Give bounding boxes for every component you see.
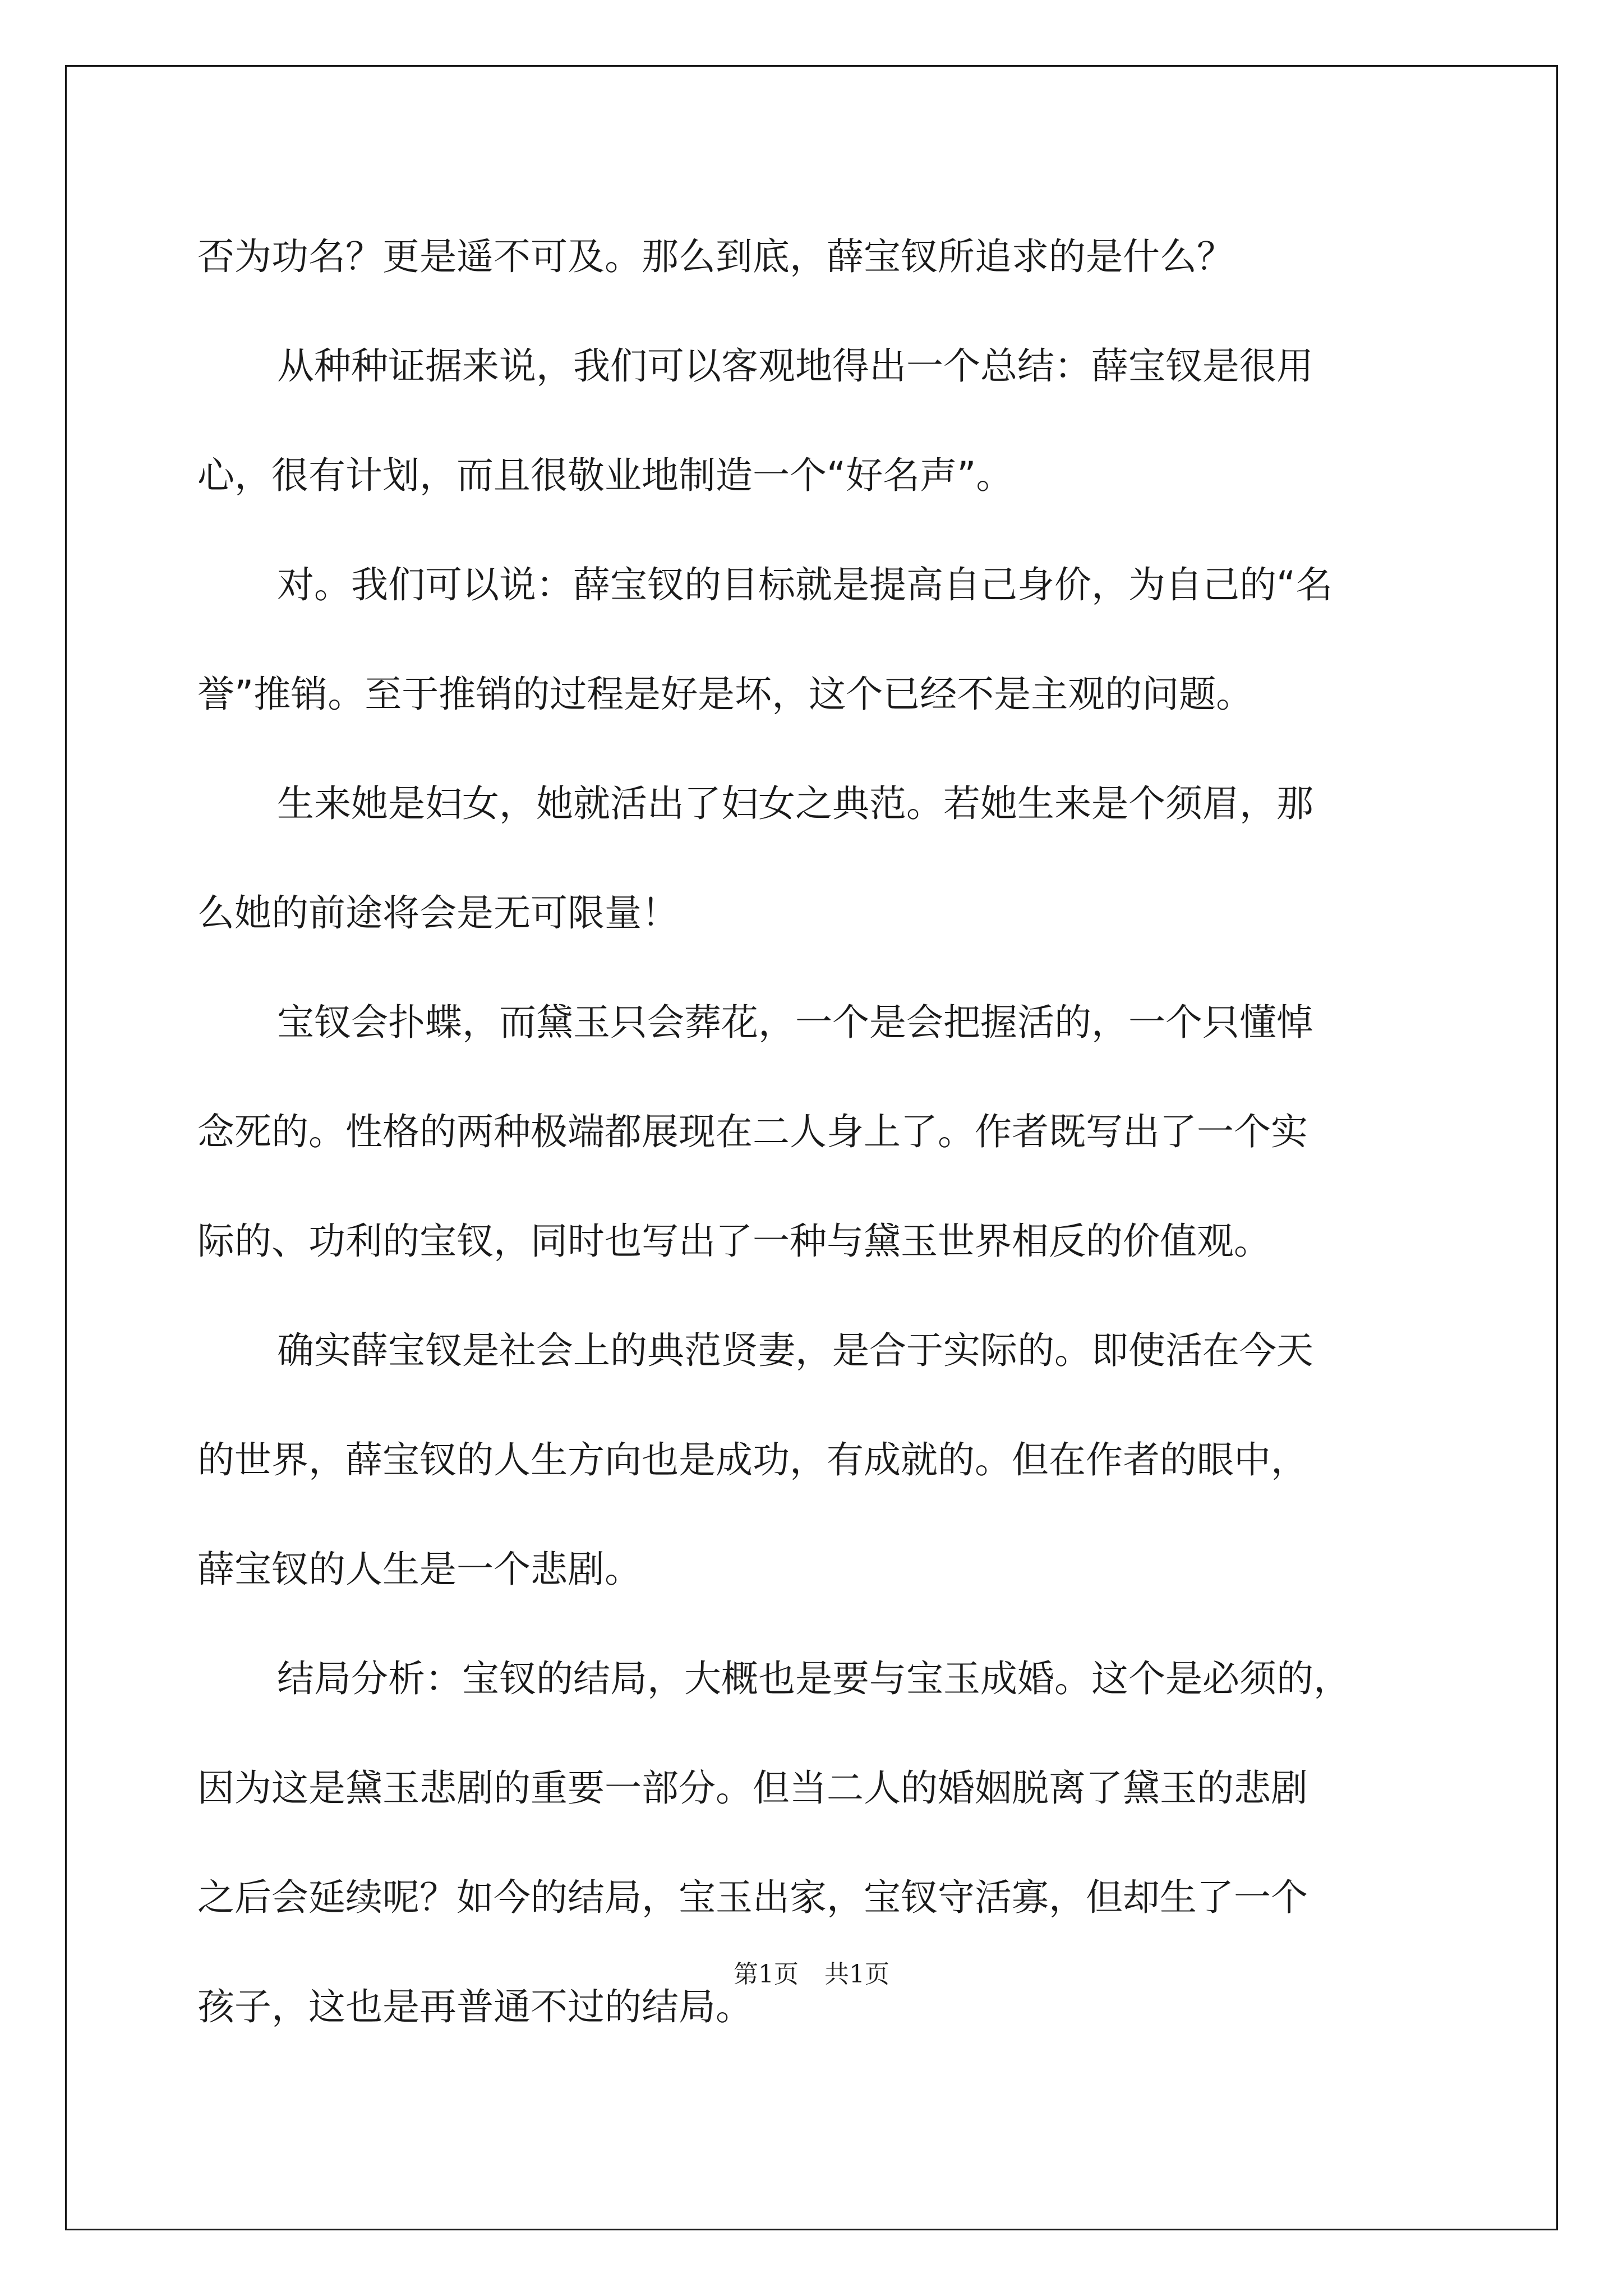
text-line: 薛宝钗的人生是一个悲剧。 — [197, 1548, 642, 1591]
text-line: 确实薛宝钗是社会上的典范贤妻，是合于实际的。即使活在今天 — [277, 1329, 1313, 1372]
text-line: 的世界，薛宝钗的人生方向也是成功，有成就的。但在作者的眼中， — [197, 1438, 1308, 1481]
text-line: 么她的前途将会是无可限量！ — [197, 891, 679, 935]
page-footer — [0, 1958, 1623, 1991]
text-line: 否为功名？更是遥不可及。那么到底，薛宝钗所追求的是什么？ — [197, 235, 1234, 278]
text-line: 从种种证据来说，我们可以客观地得出一个总结：薛宝钗是很用 — [277, 344, 1313, 388]
text-line: 宝钗会扑蝶，而黛玉只会葬花，一个是会把握活的，一个只懂悼 — [277, 1001, 1313, 1044]
page-number: 第1页 — [734, 1960, 799, 1989]
text-line: 之后会延续呢？如今的结局，宝玉出家，宝钗守活寡，但却生了一个 — [197, 1876, 1308, 1919]
text-line: 念死的。性格的两种极端都展现在二人身上了。作者既写出了一个实 — [197, 1110, 1308, 1153]
text-line: 誉”推销。至于推销的过程是好是坏，这个已经不是主观的问题。 — [197, 673, 1253, 716]
text-line: 结局分析：宝钗的结局，大概也是要与宝玉成婚。这个是必须的， — [277, 1657, 1350, 1700]
text-line: 际的、功利的宝钗，同时也写出了一种与黛玉世界相反的价值观。 — [197, 1220, 1271, 1263]
text-line: 生来她是妇女，她就活出了妇女之典范。若她生来是个须眉，那 — [277, 782, 1313, 825]
text-line: 心，很有计划，而且很敬业地制造一个“好名声”。 — [197, 454, 1013, 497]
text-line: 孩子，这也是再普通不过的结局。 — [197, 1985, 753, 2028]
page-total: 共1页 — [824, 1960, 889, 1989]
document-body — [197, 202, 1426, 2062]
text-line: 因为这是黛玉悲剧的重要一部分。但当二人的婚姻脱离了黛玉的悲剧 — [197, 1766, 1308, 1810]
text-line: 对。我们可以说：薛宝钗的目标就是提高自己身价，为自己的“名 — [277, 563, 1333, 606]
